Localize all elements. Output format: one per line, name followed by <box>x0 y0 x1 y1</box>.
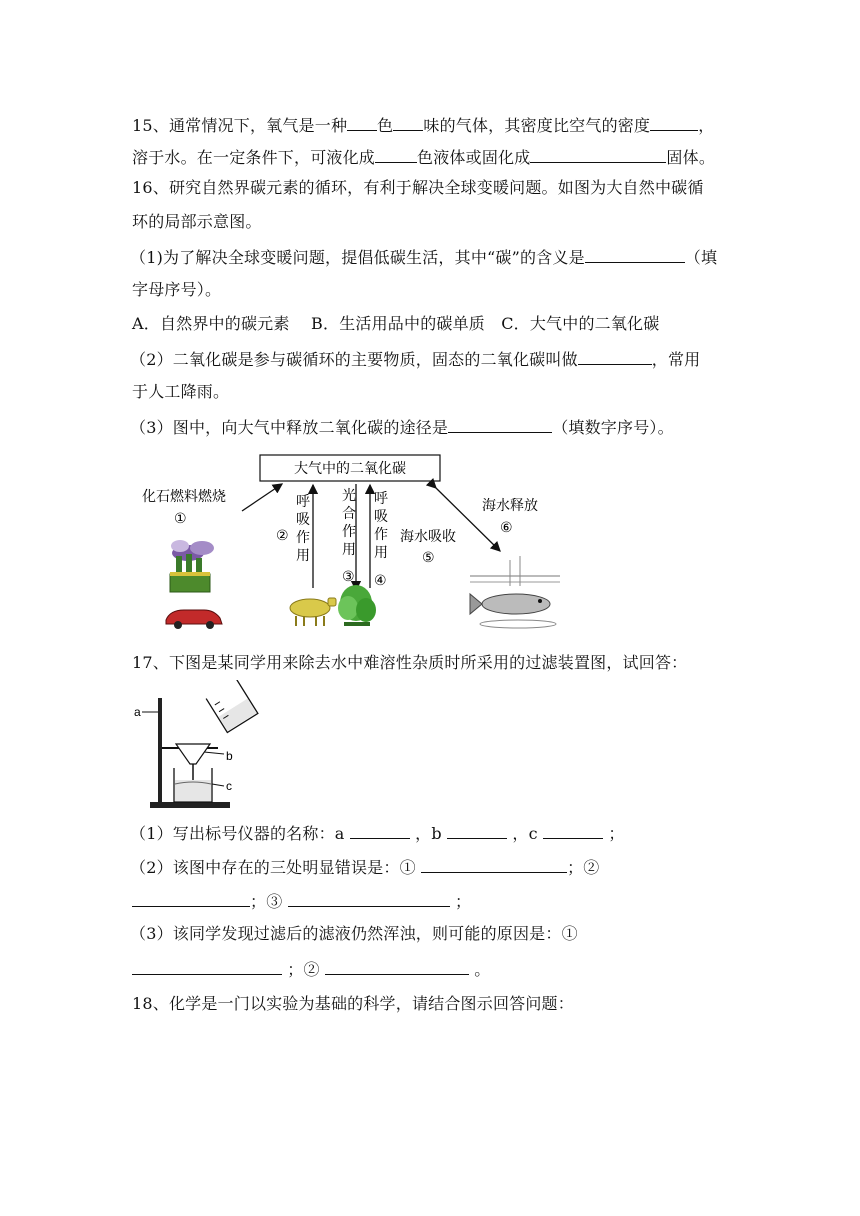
q17-part3-line-b: ；② 。 <box>132 958 491 980</box>
fish-picture <box>470 556 560 628</box>
answer-blank[interactable] <box>578 348 652 365</box>
resp-animal-2: 吸 <box>296 512 310 528</box>
resp-plant-3: 作 <box>374 527 388 543</box>
photo-1: 光 <box>342 488 356 504</box>
num-2: ② <box>276 528 289 544</box>
answer-blank-a[interactable] <box>350 822 410 839</box>
answer-blank[interactable] <box>347 114 377 131</box>
q16-line-2: 环的局部示意图。 <box>132 212 262 231</box>
resp-animal-4: 用 <box>296 548 310 564</box>
q17-part3-line-a: （3）该同学发现过滤后的滤液仍然浑浊，则可能的原因是：① <box>130 924 578 943</box>
label-a: a <box>134 705 141 719</box>
answer-blank[interactable] <box>650 114 698 131</box>
resp-animal-1: 呼 <box>296 494 310 510</box>
answer-blank-b[interactable] <box>447 822 507 839</box>
answer-blank-c[interactable] <box>543 822 603 839</box>
photo-3: 作 <box>342 524 356 540</box>
q16-part1-line-a: （1)为了解决全球变暖问题，提倡低碳生活，其中“碳”的含义是 （填 <box>130 248 718 267</box>
funnel <box>176 744 210 764</box>
num-6: ⑥ <box>500 520 513 536</box>
q18-title: 18、化学是一门以实验为基础的科学，请结合图示回答问题： <box>132 994 574 1013</box>
answer-blank[interactable] <box>375 146 417 163</box>
num-3: ③ <box>342 569 355 585</box>
sea-absorb-label: 海水吸收 <box>400 529 456 545</box>
iron-stand-base <box>150 802 230 808</box>
answer-blank[interactable] <box>288 890 450 907</box>
tree-picture <box>338 585 376 626</box>
q17-part2-line-b: ；③ ； <box>132 890 471 912</box>
answer-blank[interactable] <box>132 958 282 975</box>
q17-part2-line-a: （2）该图中存在的三处明显错误是：① ；② <box>130 858 600 877</box>
atmosphere-co2-label: 大气中的二氧化碳 <box>294 461 406 477</box>
num-1: ① <box>174 511 187 527</box>
iron-stand-rod <box>158 698 162 804</box>
cow-picture <box>290 598 336 626</box>
fossil-fuel-label: 化石燃料燃烧 <box>142 489 226 505</box>
q16-part2-line-b: 于人工降雨。 <box>132 382 230 401</box>
answer-blank[interactable] <box>325 958 469 975</box>
resp-plant-2: 吸 <box>374 509 388 525</box>
label-c: c <box>226 779 232 793</box>
answer-blank[interactable] <box>530 146 666 163</box>
photo-2: 合 <box>342 506 356 522</box>
answer-blank[interactable] <box>448 416 552 433</box>
pouring-beaker <box>206 680 258 732</box>
q17-title: 17、下图是某同学用来除去水中难溶性杂质时所采用的过滤装置图，试回答： <box>132 653 688 672</box>
answer-blank[interactable] <box>132 890 250 907</box>
sea-release-label: 海水释放 <box>482 498 538 514</box>
answer-blank[interactable] <box>421 856 567 873</box>
q15-line-1: 15、通常情况下，氧气是一种 色 味的气体，其密度比空气的密度 ， <box>132 116 715 135</box>
photo-4: 用 <box>342 542 356 558</box>
answer-blank[interactable] <box>393 114 423 131</box>
label-b: b <box>226 749 233 763</box>
resp-animal-3: 作 <box>296 530 310 546</box>
q16-line-1: 16、研究自然界碳元素的循环，有利于解决全球变暖问题。如图为大自然中碳循 <box>132 178 704 197</box>
resp-plant-1: 呼 <box>374 491 388 507</box>
answer-blank[interactable] <box>585 246 685 263</box>
carbon-cycle-diagram <box>130 448 570 634</box>
car-picture <box>166 610 222 629</box>
q17-part1: （1）写出标号仪器的名称：a ，b ，c ； <box>130 824 625 843</box>
num-5: ⑤ <box>422 550 435 566</box>
q16-part2-line-a: （2）二氧化碳是参与碳循环的主要物质，固态的二氧化碳叫做 ，常用 <box>130 350 701 369</box>
q16-part1-line-b: 字母序号）。 <box>132 280 222 299</box>
factory-picture <box>170 540 214 592</box>
resp-plant-4: 用 <box>374 545 388 561</box>
filtration-apparatus-diagram <box>132 680 260 814</box>
q15-line-2: 溶于水。在一定条件下，可液化成 色液体或固化成 固体。 <box>132 148 716 167</box>
num-4: ④ <box>374 573 387 589</box>
q16-options: A．自然界中的碳元素 B．生活用品中的碳单质 C．大气中的二氧化碳 <box>132 314 660 333</box>
q16-part3: （3）图中，向大气中释放二氧化碳的途径是 （填数字序号）。 <box>130 418 674 437</box>
arrow-1 <box>242 484 282 511</box>
